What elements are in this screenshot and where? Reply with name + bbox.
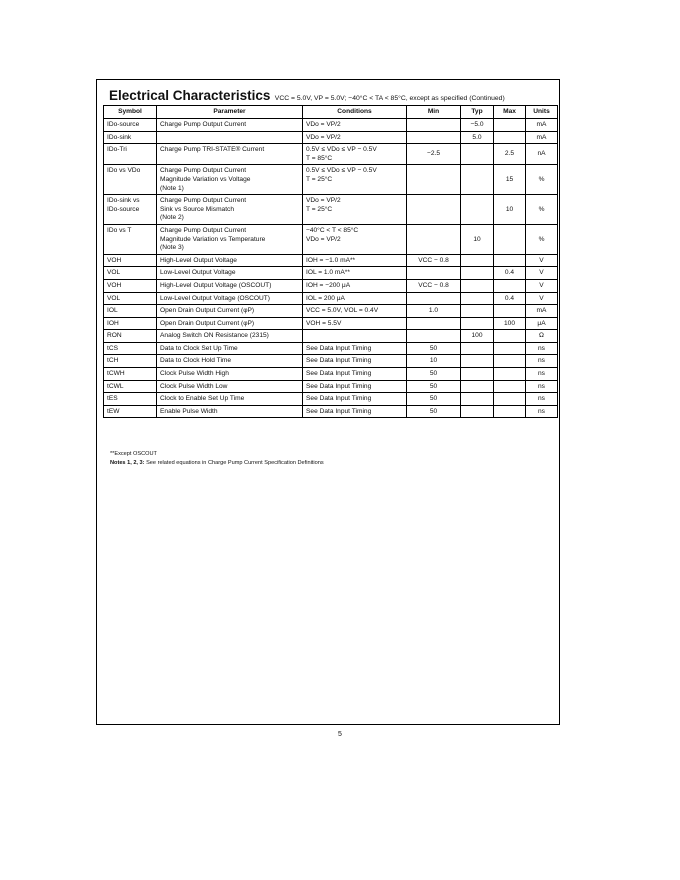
max-cell: 0.4 bbox=[494, 267, 526, 280]
units-cell: ns bbox=[526, 380, 558, 393]
units-cell: % bbox=[526, 165, 558, 195]
condition-line: 0.5V ≤ VDo ≤ VP − 0.5V bbox=[306, 167, 377, 175]
typ-cell bbox=[461, 144, 494, 165]
symbol-cell: IOL bbox=[104, 305, 157, 318]
min-cell bbox=[407, 330, 461, 343]
parameter-cell bbox=[157, 131, 303, 144]
parameter-line: High-Level Output Voltage (OSCOUT) bbox=[160, 281, 272, 289]
notes-text: See related equations in Charge Pump Current Specification Definitions bbox=[146, 460, 324, 466]
symbol-cell: tES bbox=[104, 393, 157, 406]
min-cell: 10 bbox=[407, 355, 461, 368]
condition-line: VCC = 5.0V, VOL = 0.4V bbox=[306, 307, 379, 315]
max-cell bbox=[494, 330, 526, 343]
conditions-cell bbox=[303, 380, 407, 393]
typ-cell bbox=[461, 405, 494, 418]
table-row bbox=[104, 195, 558, 225]
min-cell: 50 bbox=[407, 405, 461, 418]
typ-cell bbox=[461, 368, 494, 381]
min-cell bbox=[407, 317, 461, 330]
units-cell: mA bbox=[526, 119, 558, 132]
typ-cell bbox=[461, 165, 494, 195]
condition-line: See Data Input Timing bbox=[306, 407, 372, 415]
parameter-cell bbox=[157, 368, 303, 381]
conditions-cell bbox=[303, 355, 407, 368]
symbol-cell: tCH bbox=[104, 355, 157, 368]
parameter-line: Clock Pulse Width Low bbox=[160, 382, 228, 390]
units-cell: V bbox=[526, 279, 558, 292]
column-header: Units bbox=[526, 106, 558, 119]
condition-line: IOH = −200 μA bbox=[306, 281, 351, 289]
condition-line: VDo = VP/2 bbox=[306, 133, 341, 141]
symbol-cell: tCS bbox=[104, 342, 157, 355]
condition-line: VDo = VP/2 bbox=[306, 197, 341, 205]
page-number: 5 bbox=[338, 731, 342, 738]
table-row bbox=[104, 380, 558, 393]
condition-line: IOH = −1.0 mA** bbox=[306, 256, 356, 264]
table-row bbox=[104, 119, 558, 132]
max-cell: 15 bbox=[494, 165, 526, 195]
table-row bbox=[104, 405, 558, 418]
units-cell: nA bbox=[526, 144, 558, 165]
parameter-line: Enable Pulse Width bbox=[160, 407, 218, 415]
min-cell: 50 bbox=[407, 368, 461, 381]
parameter-line: Magnitude Variation vs Temperature bbox=[160, 235, 266, 243]
min-cell: VCC − 0.8 bbox=[407, 254, 461, 267]
min-cell bbox=[407, 267, 461, 280]
parameter-cell bbox=[157, 195, 303, 225]
conditions-cell bbox=[303, 267, 407, 280]
table-row bbox=[104, 305, 558, 318]
symbol-cell: IDo-sink vs IDo-source bbox=[104, 195, 157, 225]
typ-cell bbox=[461, 292, 494, 305]
symbol-cell: IDo vs VDo bbox=[104, 165, 157, 195]
parameter-line: (Note 1) bbox=[160, 184, 184, 192]
table-body bbox=[104, 119, 558, 418]
symbol-cell: VOH bbox=[104, 279, 157, 292]
table-row bbox=[104, 131, 558, 144]
max-cell bbox=[494, 305, 526, 318]
conditions-cell bbox=[303, 165, 407, 195]
condition-line: VDo = VP/2 bbox=[306, 235, 341, 243]
column-header: Symbol bbox=[104, 106, 157, 119]
max-cell bbox=[494, 393, 526, 406]
parameter-cell bbox=[157, 144, 303, 165]
max-cell bbox=[494, 405, 526, 418]
column-header: Min bbox=[407, 106, 461, 119]
condition-line: VDo = VP/2 bbox=[306, 121, 341, 128]
condition-line: T = 25°C bbox=[306, 205, 333, 213]
column-header: Typ bbox=[461, 106, 494, 119]
typ-cell bbox=[461, 267, 494, 280]
condition-line: −40°C < T < 85°C bbox=[306, 226, 359, 234]
units-cell: Ω bbox=[526, 330, 558, 343]
units-cell: mA bbox=[526, 131, 558, 144]
table-row bbox=[104, 368, 558, 381]
table-row bbox=[104, 254, 558, 267]
parameter-line: Charge Pump TRI-STATE® Current bbox=[160, 146, 265, 154]
condition-line: T = 25°C bbox=[306, 175, 333, 183]
condition-line: 0.5V ≤ VDo ≤ VP − 0.5V bbox=[306, 146, 377, 154]
max-cell bbox=[494, 224, 526, 254]
conditions-cell bbox=[303, 195, 407, 225]
table-header-row bbox=[104, 106, 558, 119]
typ-cell: −5.0 bbox=[461, 119, 494, 132]
parameter-line: Analog Switch ON Resistance (2315) bbox=[160, 332, 269, 340]
symbol-cell: IDo vs T bbox=[104, 224, 157, 254]
typ-cell bbox=[461, 355, 494, 368]
units-cell: ns bbox=[526, 355, 558, 368]
section-title: Electrical Characteristics bbox=[109, 88, 271, 103]
min-cell bbox=[407, 292, 461, 305]
symbol-cell: VOL bbox=[104, 267, 157, 280]
units-cell: % bbox=[526, 224, 558, 254]
parameter-line: (Note 2) bbox=[160, 214, 184, 222]
condition-line: VOH = 5.5V bbox=[306, 319, 342, 327]
conditions-cell bbox=[303, 330, 407, 343]
parameter-cell bbox=[157, 393, 303, 406]
min-cell: 50 bbox=[407, 393, 461, 406]
typ-cell bbox=[461, 279, 494, 292]
condition-line: IOL = 200 μA bbox=[306, 294, 345, 302]
typ-cell bbox=[461, 342, 494, 355]
symbol-cell: VOH bbox=[104, 254, 157, 267]
max-cell: 2.5 bbox=[494, 144, 526, 165]
min-cell: −2.5 bbox=[407, 144, 461, 165]
table-row bbox=[104, 224, 558, 254]
condition-line: T = 85°C bbox=[306, 154, 333, 162]
typ-cell bbox=[461, 393, 494, 406]
symbol-cell: IDo-source bbox=[104, 119, 157, 132]
units-cell: V bbox=[526, 254, 558, 267]
typ-cell bbox=[461, 195, 494, 225]
parameter-line: Open Drain Output Current (φP) bbox=[160, 319, 255, 327]
electrical-characteristics-table bbox=[103, 105, 558, 418]
typ-cell bbox=[461, 317, 494, 330]
footnote: **Except OSCOUT bbox=[110, 451, 157, 457]
parameter-line: Data to Clock Hold Time bbox=[160, 357, 232, 365]
max-cell bbox=[494, 119, 526, 132]
conditions-cell bbox=[303, 342, 407, 355]
table-row bbox=[104, 330, 558, 343]
units-cell: ns bbox=[526, 393, 558, 406]
condition-line: See Data Input Timing bbox=[306, 344, 372, 352]
min-cell: 1.0 bbox=[407, 305, 461, 318]
parameter-cell bbox=[157, 380, 303, 393]
symbol-cell: tEW bbox=[104, 405, 157, 418]
conditions-cell bbox=[303, 131, 407, 144]
parameter-line: Magnitude Variation vs Voltage bbox=[160, 175, 251, 183]
table-row bbox=[104, 355, 558, 368]
column-header: Max bbox=[494, 106, 526, 119]
typ-cell: 5.0 bbox=[461, 131, 494, 144]
table-row bbox=[104, 342, 558, 355]
min-cell bbox=[407, 165, 461, 195]
table-row bbox=[104, 393, 558, 406]
parameter-line: (Note 3) bbox=[160, 244, 184, 252]
condition-line: IOL = 1.0 mA** bbox=[306, 269, 350, 277]
parameter-line: Charge Pump Output Current bbox=[160, 226, 247, 234]
typ-cell bbox=[461, 254, 494, 267]
parameter-cell bbox=[157, 119, 303, 132]
section-conditions: VCC = 5.0V, VP = 5.0V; −40°C < TA < 85°C, except as specified (Continued) bbox=[274, 95, 505, 102]
conditions-cell bbox=[303, 279, 407, 292]
parameter-line: Low-Level Output Voltage bbox=[160, 269, 236, 277]
condition-line: See Data Input Timing bbox=[306, 370, 372, 378]
parameter-line: Sink vs Source Mismatch bbox=[160, 205, 235, 213]
table-row bbox=[104, 317, 558, 330]
units-cell: mA bbox=[526, 305, 558, 318]
parameter-cell bbox=[157, 405, 303, 418]
max-cell: 0.4 bbox=[494, 292, 526, 305]
parameter-line: Clock to Enable Set Up Time bbox=[160, 395, 245, 403]
parameter-cell bbox=[157, 305, 303, 318]
parameter-line: Charge Pump Output Current bbox=[160, 197, 247, 205]
max-cell bbox=[494, 342, 526, 355]
column-header: Conditions bbox=[303, 106, 407, 119]
units-cell: V bbox=[526, 292, 558, 305]
parameter-cell bbox=[157, 342, 303, 355]
units-cell: ns bbox=[526, 405, 558, 418]
parameter-line: Open Drain Output Current (φP) bbox=[160, 307, 255, 315]
condition-line: See Data Input Timing bbox=[306, 382, 372, 390]
parameter-cell bbox=[157, 330, 303, 343]
parameter-cell bbox=[157, 317, 303, 330]
conditions-cell bbox=[303, 305, 407, 318]
parameter-line: High-Level Output Voltage bbox=[160, 256, 237, 264]
parameter-cell bbox=[157, 279, 303, 292]
parameter-line: Charge Pump Output Current bbox=[160, 121, 247, 128]
min-cell bbox=[407, 195, 461, 225]
max-cell bbox=[494, 355, 526, 368]
parameter-cell bbox=[157, 355, 303, 368]
max-cell bbox=[494, 131, 526, 144]
units-cell: μA bbox=[526, 317, 558, 330]
units-cell: % bbox=[526, 195, 558, 225]
min-cell: 50 bbox=[407, 342, 461, 355]
typ-cell: 100 bbox=[461, 330, 494, 343]
min-cell bbox=[407, 224, 461, 254]
symbol-cell: tCWH bbox=[104, 368, 157, 381]
column-header: Parameter bbox=[157, 106, 303, 119]
symbol-cell: VOL bbox=[104, 292, 157, 305]
conditions-cell bbox=[303, 144, 407, 165]
conditions-cell bbox=[303, 368, 407, 381]
max-cell: 100 bbox=[494, 317, 526, 330]
table-row bbox=[104, 144, 558, 165]
conditions-cell bbox=[303, 254, 407, 267]
table-row bbox=[104, 267, 558, 280]
conditions-cell bbox=[303, 119, 407, 132]
units-cell: ns bbox=[526, 368, 558, 381]
conditions-cell bbox=[303, 292, 407, 305]
max-cell bbox=[494, 380, 526, 393]
parameter-cell bbox=[157, 254, 303, 267]
typ-cell bbox=[461, 305, 494, 318]
max-cell: 10 bbox=[494, 195, 526, 225]
parameter-cell bbox=[157, 292, 303, 305]
symbol-cell: IOH bbox=[104, 317, 157, 330]
notes bbox=[110, 450, 324, 468]
conditions-cell bbox=[303, 393, 407, 406]
condition-line: See Data Input Timing bbox=[306, 395, 372, 403]
conditions-cell bbox=[303, 405, 407, 418]
parameter-cell bbox=[157, 165, 303, 195]
conditions-cell bbox=[303, 224, 407, 254]
symbol-cell: IDo-sink bbox=[104, 131, 157, 144]
min-cell: VCC − 0.8 bbox=[407, 279, 461, 292]
min-cell bbox=[407, 119, 461, 132]
parameter-line: Data to Clock Set Up Time bbox=[160, 344, 238, 352]
table-row bbox=[104, 279, 558, 292]
parameter-line: Charge Pump Output Current bbox=[160, 167, 247, 175]
max-cell bbox=[494, 368, 526, 381]
max-cell bbox=[494, 254, 526, 267]
symbol-cell: IDo-Tri bbox=[104, 144, 157, 165]
table-row bbox=[104, 292, 558, 305]
typ-cell bbox=[461, 380, 494, 393]
section-heading bbox=[109, 87, 549, 105]
units-cell: ns bbox=[526, 342, 558, 355]
notes-line bbox=[110, 459, 324, 468]
conditions-cell bbox=[303, 317, 407, 330]
parameter-line: Low-Level Output Voltage (OSCOUT) bbox=[160, 294, 270, 302]
condition-line: See Data Input Timing bbox=[306, 357, 372, 365]
parameter-cell bbox=[157, 267, 303, 280]
parameter-line: Clock Pulse Width High bbox=[160, 370, 229, 378]
min-cell bbox=[407, 131, 461, 144]
units-cell: V bbox=[526, 267, 558, 280]
parameter-cell bbox=[157, 224, 303, 254]
symbol-cell: RON bbox=[104, 330, 157, 343]
max-cell bbox=[494, 279, 526, 292]
table-row bbox=[104, 165, 558, 195]
notes-label: Notes 1, 2, 3: bbox=[110, 460, 145, 466]
symbol-cell: tCWL bbox=[104, 380, 157, 393]
typ-cell: 10 bbox=[461, 224, 494, 254]
min-cell: 50 bbox=[407, 380, 461, 393]
